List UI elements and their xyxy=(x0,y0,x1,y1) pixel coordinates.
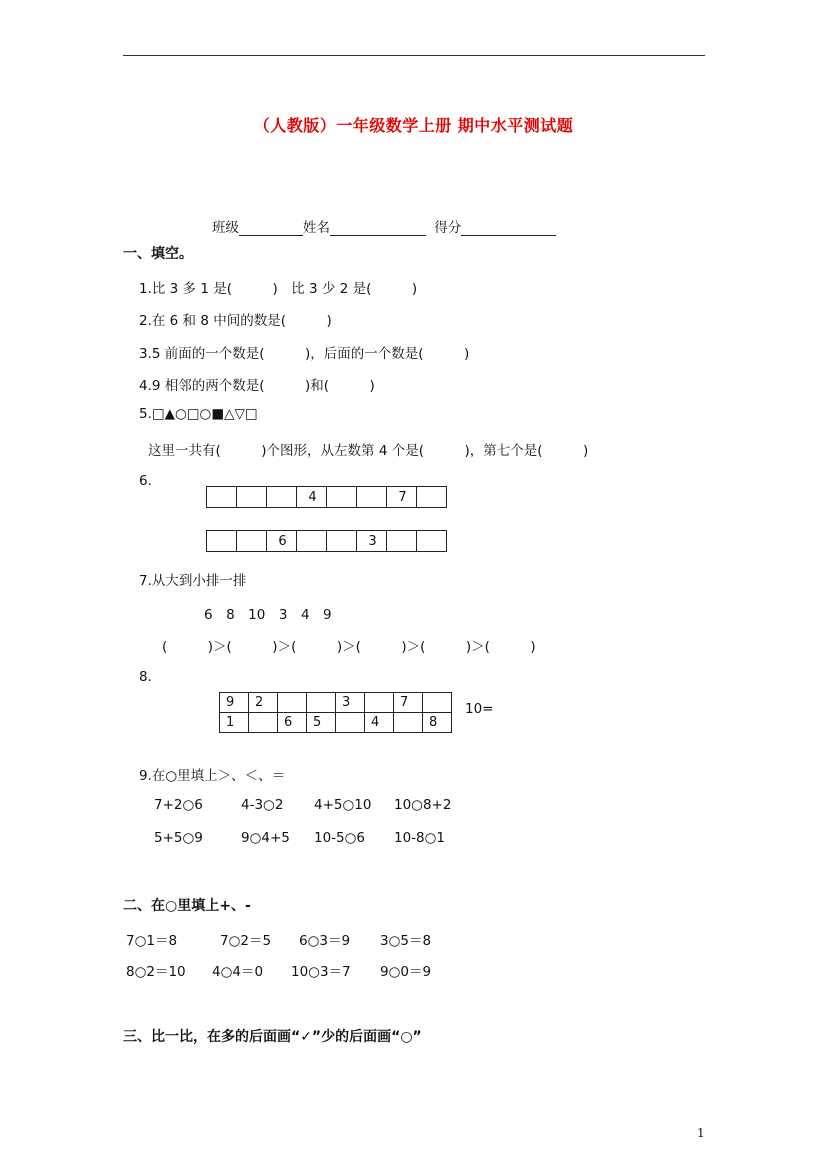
grid-cell: 4 xyxy=(365,713,394,733)
name-blank[interactable] xyxy=(330,221,426,236)
grid-cell[interactable] xyxy=(423,693,452,713)
sec2-item: 6○3＝9 xyxy=(299,933,351,949)
grid-cell: 6 xyxy=(278,713,307,733)
score-label: 得分 xyxy=(434,220,462,236)
grid-cell: 3 xyxy=(357,531,387,552)
question-7-title: 7.从大到小排一排 xyxy=(139,573,247,589)
class-blank[interactable] xyxy=(239,221,303,236)
q9-item: 10○8+2 xyxy=(394,797,452,813)
sec2-item: 9○0＝9 xyxy=(380,964,432,980)
grid-cell: 2 xyxy=(249,693,278,713)
grid-cell: 9 xyxy=(220,693,249,713)
q8-grid xyxy=(219,692,452,733)
question-6-label: 6. xyxy=(139,473,152,489)
section-1-heading: 一、填空。 xyxy=(123,246,193,262)
grid-cell: 3 xyxy=(336,693,365,713)
question-5-text: 这里一共有( )个图形，从左数第 4 个是( )，第七个是( ) xyxy=(148,443,589,459)
grid-cell[interactable] xyxy=(327,487,357,508)
question-3: 3.5 前面的一个数是( )，后面的一个数是( ) xyxy=(139,346,470,362)
question-1: 1.比 3 多 1 是( ) 比 3 少 2 是( ) xyxy=(139,281,418,297)
class-label: 班级 xyxy=(212,220,239,236)
sec2-item: 7○2＝5 xyxy=(220,933,272,949)
grid-cell[interactable] xyxy=(297,531,327,552)
grid-cell[interactable] xyxy=(394,713,423,733)
q6-grid-row-2 xyxy=(206,530,447,552)
q9-item: 4-3○2 xyxy=(241,797,284,813)
grid-cell[interactable] xyxy=(417,531,447,552)
grid-cell[interactable] xyxy=(267,487,297,508)
sec2-item: 7○1＝8 xyxy=(126,933,178,949)
grid-cell[interactable] xyxy=(417,487,447,508)
question-9-title: 9.在○里填上＞、＜、＝ xyxy=(139,768,286,784)
sec2-item: 8○2＝10 xyxy=(126,964,186,980)
q9-item: 5+5○9 xyxy=(154,830,203,846)
question-8-label: 8. xyxy=(139,669,152,685)
name-label: 姓名 xyxy=(303,220,330,236)
grid-cell[interactable] xyxy=(357,487,387,508)
grid-cell[interactable] xyxy=(207,487,237,508)
question-8-note: 10= xyxy=(465,701,494,717)
grid-cell[interactable] xyxy=(207,531,237,552)
question-7-numbers: 6 8 10 3 4 9 xyxy=(204,607,332,623)
q9-item: 9○4+5 xyxy=(241,830,290,846)
grid-cell: 5 xyxy=(307,713,336,733)
sec2-item: 10○3＝7 xyxy=(291,964,351,980)
q9-item: 4+5○10 xyxy=(314,797,372,813)
grid-cell[interactable] xyxy=(278,693,307,713)
header-rule xyxy=(123,55,705,56)
grid-cell: 1 xyxy=(220,713,249,733)
section-3-heading: 三、比一比，在多的后面画“✓”少的后面画“○” xyxy=(123,1029,422,1045)
student-info-line xyxy=(212,216,556,236)
q9-item: 10-5○6 xyxy=(314,830,366,846)
section-2-heading: 二、在○里填上+、- xyxy=(123,898,251,914)
grid-cell[interactable] xyxy=(307,693,336,713)
sec2-item: 4○4＝0 xyxy=(212,964,264,980)
grid-cell: 8 xyxy=(423,713,452,733)
q6-grid-row-1 xyxy=(206,486,447,508)
grid-cell[interactable] xyxy=(365,693,394,713)
question-5-shapes: 5.□▲○□○■△▽□ xyxy=(139,406,258,422)
q9-item: 10-8○1 xyxy=(394,830,446,846)
q9-item: 7+2○6 xyxy=(154,797,203,813)
grid-cell[interactable] xyxy=(387,531,417,552)
grid-cell[interactable] xyxy=(249,713,278,733)
page-title: （人教版）一年级数学上册 期中水平测试题 xyxy=(253,116,574,135)
page-number: 1 xyxy=(697,1126,705,1140)
score-blank[interactable] xyxy=(461,221,556,236)
grid-cell[interactable] xyxy=(336,713,365,733)
question-7-blanks: ( )＞( )＞( )＞( )＞( )＞( ) xyxy=(162,639,536,655)
q8-grid-row-2 xyxy=(220,713,452,733)
q8-grid-row-1 xyxy=(220,693,452,713)
question-2: 2.在 6 和 8 中间的数是( ) xyxy=(139,313,332,329)
grid-cell[interactable] xyxy=(327,531,357,552)
grid-cell[interactable] xyxy=(237,531,267,552)
grid-cell: 7 xyxy=(387,487,417,508)
grid-cell[interactable] xyxy=(237,487,267,508)
grid-cell: 6 xyxy=(267,531,297,552)
grid-cell: 4 xyxy=(297,487,327,508)
question-4: 4.9 相邻的两个数是( )和( ) xyxy=(139,378,375,394)
sec2-item: 3○5＝8 xyxy=(380,933,432,949)
grid-cell: 7 xyxy=(394,693,423,713)
